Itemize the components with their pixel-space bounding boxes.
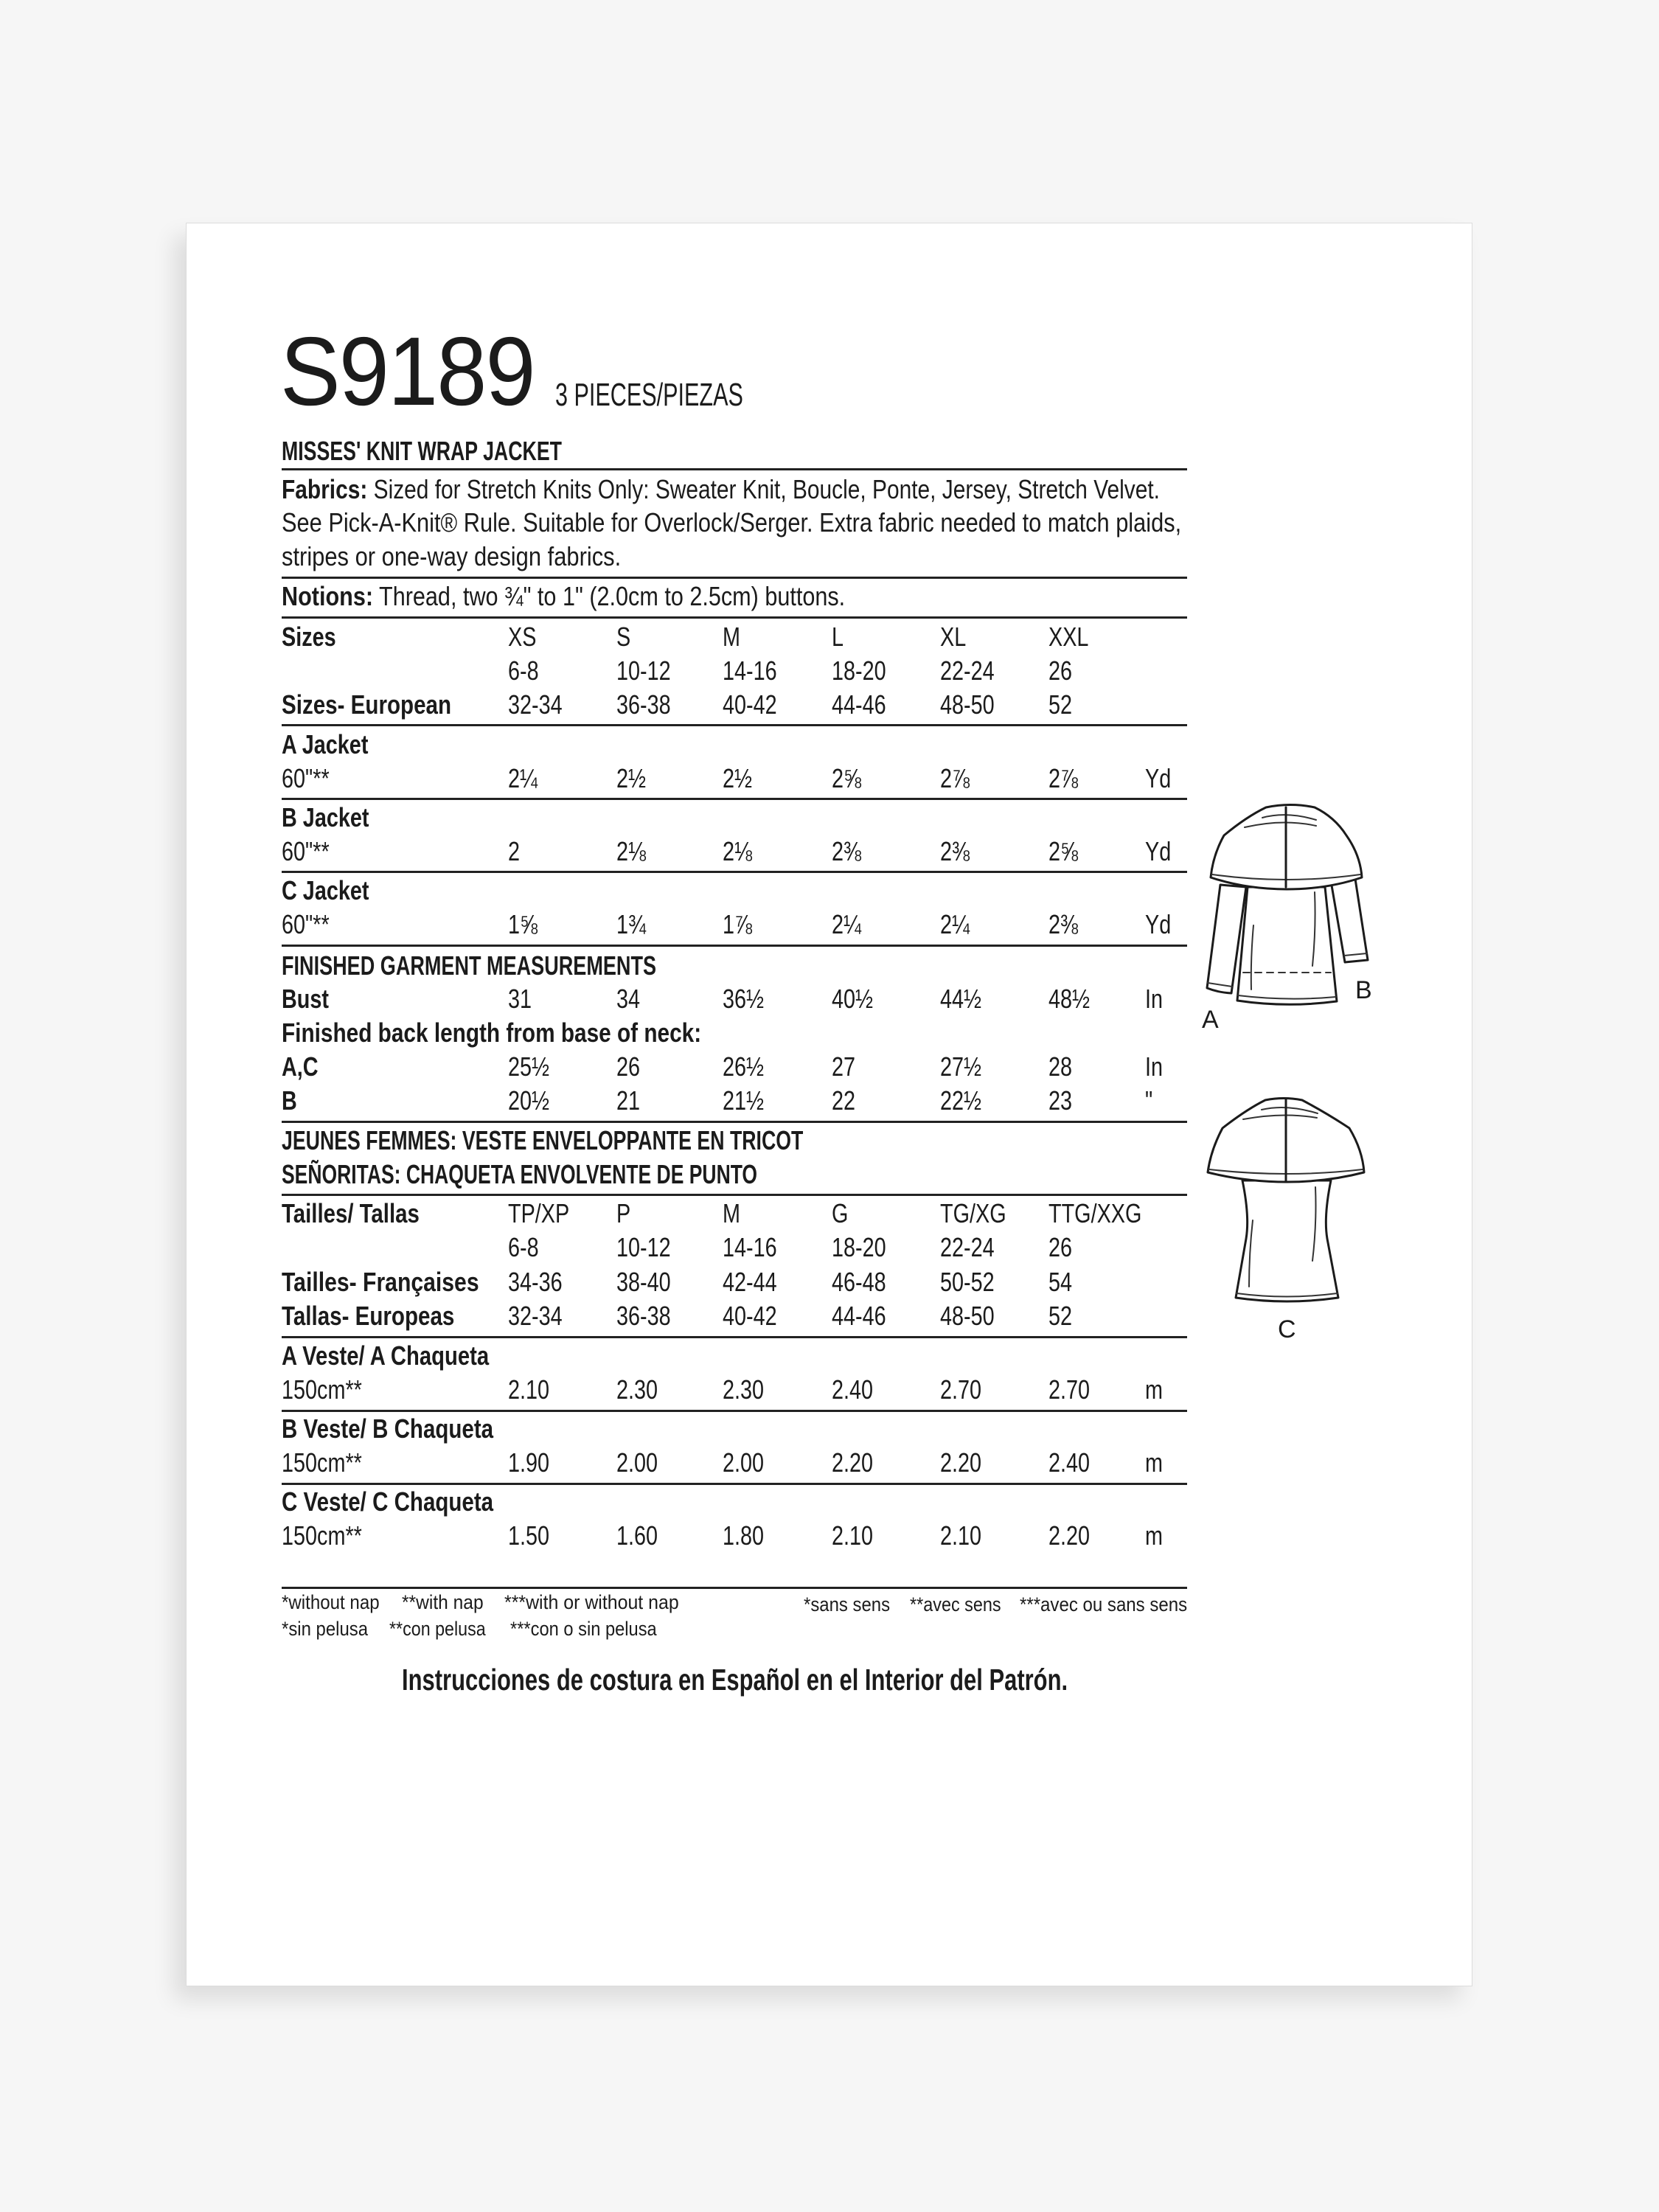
yardage-value: 2⅜ [1048, 909, 1079, 939]
sizes-label: Sizes [282, 622, 336, 652]
metric-yardage-unit: m [1145, 1520, 1163, 1551]
yardage-value: 2⅞ [1048, 763, 1079, 793]
metric-yardage-unit: m [1145, 1447, 1163, 1478]
european-size: 52 [1048, 689, 1073, 720]
metric-yardage-view-label: B Veste/ B Chaqueta [282, 1413, 494, 1444]
back-length-value: 20½ [508, 1085, 550, 1116]
divider [282, 871, 1187, 873]
metric-yardage-value: 2.20 [940, 1447, 982, 1478]
european-size: 32-34 [508, 689, 563, 720]
divider [282, 468, 1187, 470]
notions-label: Notions: [282, 581, 374, 611]
yardage-value: 2⅛ [616, 836, 647, 866]
view-label-b: B [1355, 976, 1372, 1004]
size-letter: XS [508, 622, 537, 652]
metric-yardage-value: 2.70 [940, 1374, 982, 1405]
back-length-value: 25½ [508, 1051, 550, 1082]
size-number: 6-8 [508, 655, 539, 686]
metric-yardage-value: 2.10 [940, 1520, 982, 1551]
metric-yardage-view-label: A Veste/ A Chaqueta [282, 1340, 490, 1371]
metric-size-letter: G [832, 1198, 849, 1228]
footnote-french: **avec sens [910, 1593, 1001, 1615]
notions-text: Thread, two ¾" to 1" (2.0cm to 2.5cm) buttons. [379, 581, 846, 611]
bust-value: 40½ [832, 984, 874, 1014]
metric-yardage-value: 2.40 [1048, 1447, 1091, 1478]
yardage-value: 2½ [723, 763, 753, 793]
metric-yardage-value: 2.20 [832, 1447, 874, 1478]
footnote-english: *without nap [282, 1591, 380, 1613]
yardage-value: 2¼ [508, 763, 538, 793]
spanish-instructions-note: Instrucciones de costura en Español en el Interior del Patrón. [402, 1663, 1068, 1697]
fabrics-line-1 [282, 476, 1160, 503]
french-sizes-label: Tailles- Françaises [282, 1267, 479, 1297]
european-size: 48-50 [940, 689, 995, 720]
metric-size-letter: TTG/XXG [1048, 1198, 1142, 1228]
back-length-row-label: B [282, 1085, 297, 1116]
back-length-value: 22½ [940, 1085, 982, 1116]
spanish-size: 32-34 [508, 1301, 563, 1331]
spanish-size: 40-42 [723, 1301, 777, 1331]
size-number: 26 [1048, 655, 1073, 686]
fabric-width: 60"** [282, 909, 330, 939]
metric-fabric-width: 150cm** [282, 1447, 362, 1478]
bust-label: Bust [282, 984, 329, 1014]
footnote-english: **with nap [402, 1591, 484, 1613]
view-label-a: A [1202, 1006, 1219, 1034]
spanish-size: 52 [1048, 1301, 1073, 1331]
footnote-english: ***with or without nap [504, 1591, 679, 1613]
size-number: 18-20 [832, 655, 886, 686]
back-length-unit: In [1145, 1051, 1164, 1082]
back-length-row-label: A,C [282, 1051, 319, 1082]
french-title: JEUNES FEMMES: VESTE ENVELOPPANTE EN TRICOT [282, 1125, 804, 1155]
metric-fabric-width: 150cm** [282, 1374, 362, 1405]
metric-yardage-value: 2.20 [1048, 1520, 1091, 1551]
bust-value: 48½ [1048, 984, 1091, 1014]
yardage-unit: Yd [1145, 763, 1172, 793]
divider [282, 1410, 1187, 1412]
metric-size-letter: TG/XG [940, 1198, 1006, 1228]
metric-size-number: 26 [1048, 1232, 1073, 1262]
metric-yardage-value: 2.30 [616, 1374, 658, 1405]
bust-value: 44½ [940, 984, 982, 1014]
back-length-value: 28 [1048, 1051, 1073, 1082]
metric-yardage-value: 2.40 [832, 1374, 874, 1405]
yardage-value: 2⅜ [940, 836, 970, 866]
fabrics-line-2: See Pick-A-Knit® Rule. Suitable for Overlock/Serger. Extra fabric needed to match plaids, [282, 507, 1182, 538]
back-length-value: 27½ [940, 1051, 982, 1082]
footnote-spanish: *sin pelusa [282, 1618, 369, 1640]
divider [282, 945, 1187, 947]
back-length-value: 22 [832, 1085, 856, 1116]
back-length-value: 27 [832, 1051, 856, 1082]
bust-value: 34 [616, 984, 641, 1014]
yardage-value: 2¼ [832, 909, 862, 939]
yardage-unit: Yd [1145, 836, 1172, 866]
spanish-sizes-label: Tallas- Europeas [282, 1301, 455, 1331]
size-letter: XXL [1048, 622, 1089, 652]
back-length-value: 21½ [723, 1085, 765, 1116]
yardage-view-label: A Jacket [282, 729, 369, 759]
french-size: 42-44 [723, 1267, 777, 1297]
divider [282, 724, 1187, 726]
fabrics-line-3: stripes or one-way design fabrics. [282, 541, 622, 571]
metric-size-number: 22-24 [940, 1232, 995, 1262]
divider [282, 798, 1187, 800]
french-size: 38-40 [616, 1267, 671, 1297]
european-sizes-label: Sizes- European [282, 689, 452, 720]
french-size: 34-36 [508, 1267, 563, 1297]
divider [282, 1336, 1187, 1338]
metric-yardage-value: 1.50 [508, 1520, 550, 1551]
bust-value: 31 [508, 984, 532, 1014]
size-letter: XL [940, 622, 967, 652]
footnote-spanish: ***con o sin pelusa [510, 1618, 657, 1640]
fabric-width: 60"** [282, 763, 330, 793]
footnote-french: *sans sens [804, 1593, 891, 1615]
spanish-title: SEÑORITAS: CHAQUETA ENVOLVENTE DE PUNTO [282, 1159, 758, 1189]
metric-yardage-value: 2.00 [616, 1447, 658, 1478]
yardage-value: 1¾ [616, 909, 647, 939]
fabric-width: 60"** [282, 836, 330, 866]
metric-sizes-label: Tailles/ Tallas [282, 1198, 420, 1228]
european-size: 40-42 [723, 689, 777, 720]
yardage-unit: Yd [1145, 909, 1172, 939]
divider [282, 1194, 1187, 1196]
back-length-unit: " [1145, 1085, 1153, 1116]
spanish-size: 48-50 [940, 1301, 995, 1331]
finished-measurements-title: FINISHED GARMENT MEASUREMENTS [282, 950, 657, 981]
yardage-value: 2 [508, 836, 521, 866]
yardage-view-label: B Jacket [282, 802, 369, 832]
metric-yardage-view-label: C Veste/ C Chaqueta [282, 1486, 494, 1517]
metric-yardage-value: 2.00 [723, 1447, 765, 1478]
footnote-french: ***avec ou sans sens [1020, 1593, 1188, 1615]
size-number: 14-16 [723, 655, 777, 686]
metric-yardage-value: 1.90 [508, 1447, 550, 1478]
fabrics-text: Sized for Stretch Knits Only: Sweater Knit, Boucle, Ponte, Jersey, Stretch Velvet. [373, 474, 1160, 504]
size-letter: M [723, 622, 740, 652]
yardage-value: 2⅜ [832, 836, 862, 866]
fabrics-label: Fabrics: [282, 474, 368, 504]
size-number: 22-24 [940, 655, 995, 686]
back-length-value: 23 [1048, 1085, 1073, 1116]
french-size: 50-52 [940, 1267, 995, 1297]
size-letter: S [616, 622, 631, 652]
notions-line [282, 583, 845, 610]
metric-size-letter: P [616, 1198, 631, 1228]
metric-yardage-value: 2.70 [1048, 1374, 1091, 1405]
size-letter: L [832, 622, 844, 652]
back-length-value: 26½ [723, 1051, 765, 1082]
yardage-value: 1⅞ [723, 909, 753, 939]
divider [282, 1483, 1187, 1485]
metric-size-number: 18-20 [832, 1232, 886, 1262]
metric-yardage-value: 1.80 [723, 1520, 765, 1551]
size-number: 10-12 [616, 655, 671, 686]
metric-yardage-value: 2.10 [832, 1520, 874, 1551]
footnote-spanish: **con pelusa [389, 1618, 486, 1640]
metric-size-number: 6-8 [508, 1232, 539, 1262]
yardage-value: 2½ [616, 763, 647, 793]
back-length-value: 26 [616, 1051, 641, 1082]
pattern-title: MISSES' KNIT WRAP JACKET [282, 436, 562, 466]
metric-yardage-unit: m [1145, 1374, 1163, 1405]
pieces-count: 3 PIECES/PIEZAS [555, 377, 743, 413]
back-length-label: Finished back length from base of neck: [282, 1018, 702, 1048]
view-label-c: C [1278, 1315, 1296, 1343]
yardage-value: 2⅝ [832, 763, 862, 793]
yardage-value: 2⅝ [1048, 836, 1079, 866]
yardage-value: 1⅝ [508, 909, 538, 939]
metric-size-letter: TP/XP [508, 1198, 570, 1228]
pattern-number: S9189 [280, 317, 535, 425]
french-size: 46-48 [832, 1267, 886, 1297]
bust-unit: In [1145, 984, 1164, 1014]
divider [282, 577, 1187, 579]
divider [282, 1121, 1187, 1123]
metric-yardage-value: 1.60 [616, 1520, 658, 1551]
spanish-size: 36-38 [616, 1301, 671, 1331]
metric-size-letter: M [723, 1198, 740, 1228]
metric-yardage-value: 2.30 [723, 1374, 765, 1405]
yardage-value: 2⅛ [723, 836, 753, 866]
metric-size-number: 10-12 [616, 1232, 671, 1262]
metric-size-number: 14-16 [723, 1232, 777, 1262]
bust-value: 36½ [723, 984, 765, 1014]
european-size: 36-38 [616, 689, 671, 720]
european-size: 44-46 [832, 689, 886, 720]
divider [282, 1587, 1187, 1589]
yardage-value: 2¼ [940, 909, 970, 939]
metric-fabric-width: 150cm** [282, 1520, 362, 1551]
yardage-value: 2⅞ [940, 763, 970, 793]
divider [282, 616, 1187, 619]
spanish-size: 44-46 [832, 1301, 886, 1331]
metric-yardage-value: 2.10 [508, 1374, 550, 1405]
french-size: 54 [1048, 1267, 1073, 1297]
yardage-view-label: C Jacket [282, 875, 369, 905]
back-length-value: 21 [616, 1085, 641, 1116]
